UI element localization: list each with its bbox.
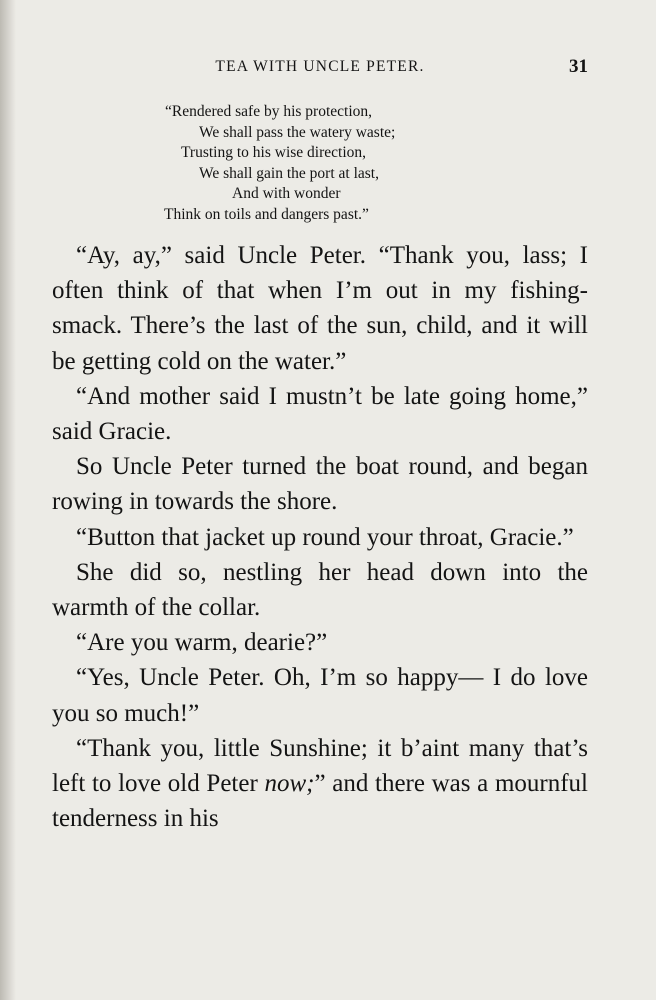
paragraph bbox=[52, 731, 588, 837]
paragraph: She did so, nestling her head down into the warmth of the collar. bbox=[52, 558, 588, 622]
poem-line: We shall gain the port at last, bbox=[199, 164, 379, 182]
page-number: 31 bbox=[569, 56, 588, 77]
poem-line: Trusting to his wise direction, bbox=[181, 144, 367, 161]
paragraph-text: “Thank you, little Sunshine; it b’aint many that’s left to love old Peter bbox=[52, 734, 588, 798]
paragraph: “Ay, ay,” said Uncle Peter. “Thank you, lass; I often think of that when I’m out in my fishing-smack. There’s the last of the sun, child, and it will be getting cold on the water.” bbox=[52, 242, 588, 375]
page-header bbox=[52, 58, 588, 82]
running-head: TEA WITH UNCLE PETER. bbox=[215, 58, 425, 75]
poem-stanza bbox=[0, 102, 656, 225]
poem-line: “Rendered safe by his protection, bbox=[165, 103, 373, 120]
paragraph: “Yes, Uncle Peter. Oh, I’m so happy— I do love you so much!” bbox=[52, 664, 588, 727]
paragraph: “And mother said I mustn’t be late going home,” said Gracie. bbox=[52, 382, 588, 446]
paragraph-text: ” and there was a mournful tenderness in his bbox=[52, 770, 588, 833]
paragraph: So Uncle Peter turned the boat round, and began rowing in towards the shore. bbox=[52, 453, 588, 516]
poem-line: Think on toils and dangers past.” bbox=[164, 205, 369, 223]
poem-line: And with wonder bbox=[232, 185, 341, 202]
emphasis-text: now; bbox=[264, 770, 315, 798]
body-text bbox=[52, 238, 588, 836]
paragraph: “Are you warm, dearie?” bbox=[76, 629, 328, 657]
poem-line: We shall pass the watery waste; bbox=[199, 123, 396, 141]
paragraph: “Button that jacket up round your throat, Gracie.” bbox=[76, 523, 574, 551]
